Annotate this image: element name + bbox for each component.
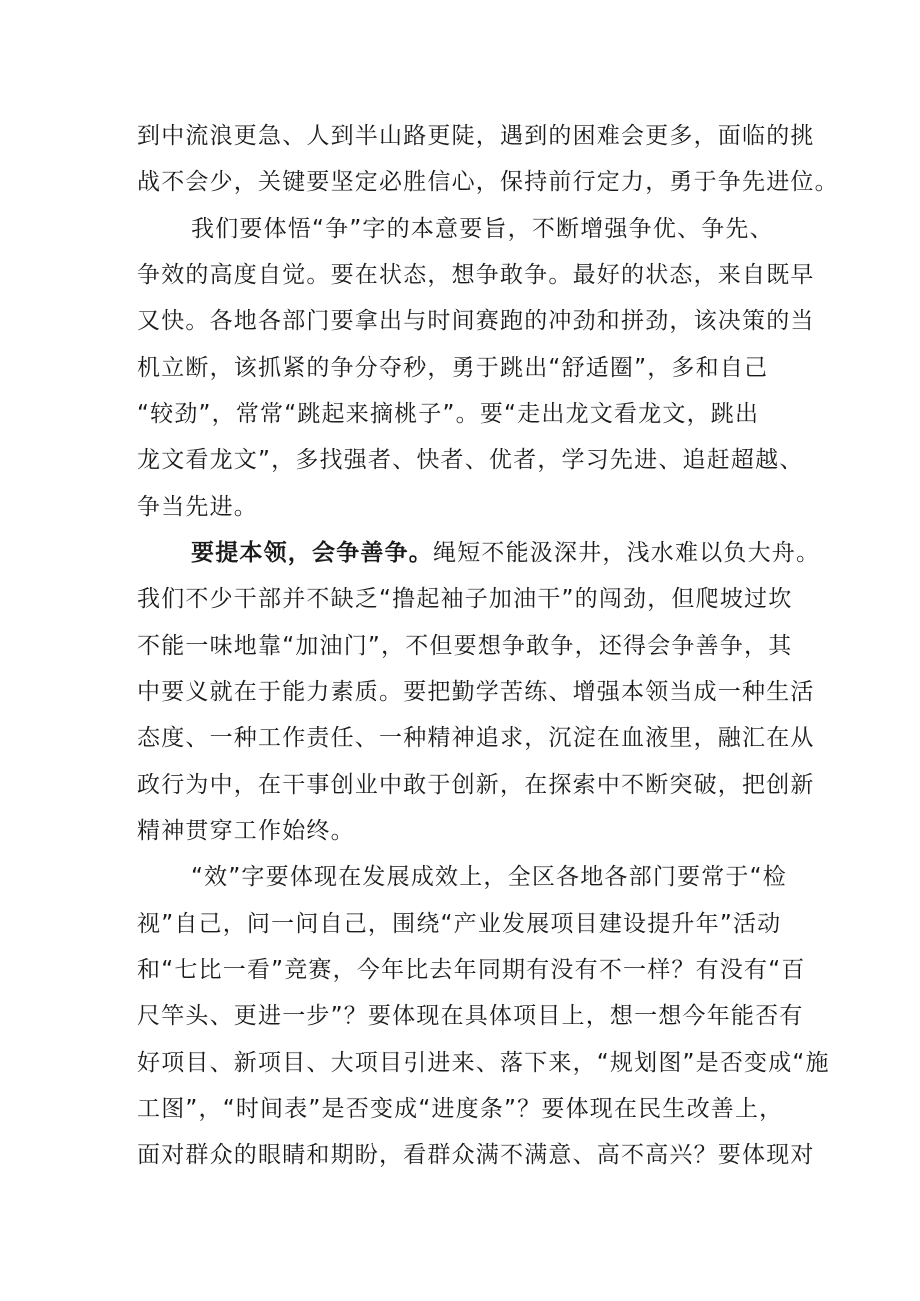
- text-line: 我们不少干部并不缺乏“撸起袖子加油干”的闯劲，但爬坡过坎: [137, 586, 793, 612]
- text-line: 精神贯穿工作始终。: [137, 818, 355, 844]
- paragraph-heading: 要提本领，会争善争。: [191, 540, 433, 566]
- text-line: 面对群众的眼睛和期盼，看群众满不满意、高不高兴？要体现对: [137, 1142, 815, 1168]
- text-line: 政行为中，在干事创业中敢于创新，在探索中不断突破，把创新: [137, 772, 815, 798]
- text-line: [191, 539, 820, 567]
- text-line: 尺竿头、更进一步”？要体现在具体项目上，想一想今年能否有: [137, 1003, 804, 1029]
- text-line: 到中流浪更急、人到半山路更陡，遇到的困难会更多，面临的挑: [137, 123, 815, 149]
- text-line: 机立断，该抓紧的争分夺秒，勇于跳出“舒适圈”，多和自己: [137, 355, 769, 381]
- text-line: 争效的高度自觉。要在状态，想争敢争。最好的状态，来自既早: [137, 262, 815, 288]
- text-line: 不能一味地靠“加油门”，不但要想争敢争，还得会争善争，其: [137, 633, 793, 659]
- text-line: “效”字要体现在发展成效上，全区各地各部门要常于“检: [191, 864, 787, 890]
- text-line: 我们要体悟“争”字的本意要旨，不断增强争优、争先、: [191, 216, 774, 242]
- text-line: 龙文看龙文”，多找强者、快者、优者，学习先进、追赶超越、: [137, 447, 804, 473]
- text-line: 争当先进。: [137, 494, 258, 520]
- text-line: 战不会少，关键要坚定必胜信心，保持前行定力，勇于争先进位。: [137, 169, 839, 195]
- text-line: “较劲”，常常“跳起来摘桃子”。要“走出龙文看龙文，跳出: [137, 401, 760, 427]
- text-line: 中要义就在于能力素质。要把勤学苦练、增强本领当成一种生活: [137, 679, 815, 705]
- text-line: 视”自己，问一问自己，围绕“产业发展项目建设提升年”活动: [137, 911, 782, 937]
- text-line: 工图”，“时间表”是否变成“进度条”？要体现在民生改善上，: [137, 1096, 784, 1122]
- text-line: 好项目、新项目、大项目引进来、落下来，“规划图”是否变成“施: [137, 1050, 830, 1076]
- text-line: 又快。各地各部门要拿出与时间赛跑的冲劲和拼劲，该决策的当: [137, 308, 815, 334]
- text-line: 和“七比一看”竞赛，今年比去年同期有没有不一样？有没有“百: [137, 957, 806, 983]
- paragraph-text: 绳短不能汲深井，浅水难以负大舟。: [433, 540, 821, 566]
- text-line: 态度、一种工作责任、一种精神追求，沉淀在血液里，融汇在从: [137, 725, 815, 751]
